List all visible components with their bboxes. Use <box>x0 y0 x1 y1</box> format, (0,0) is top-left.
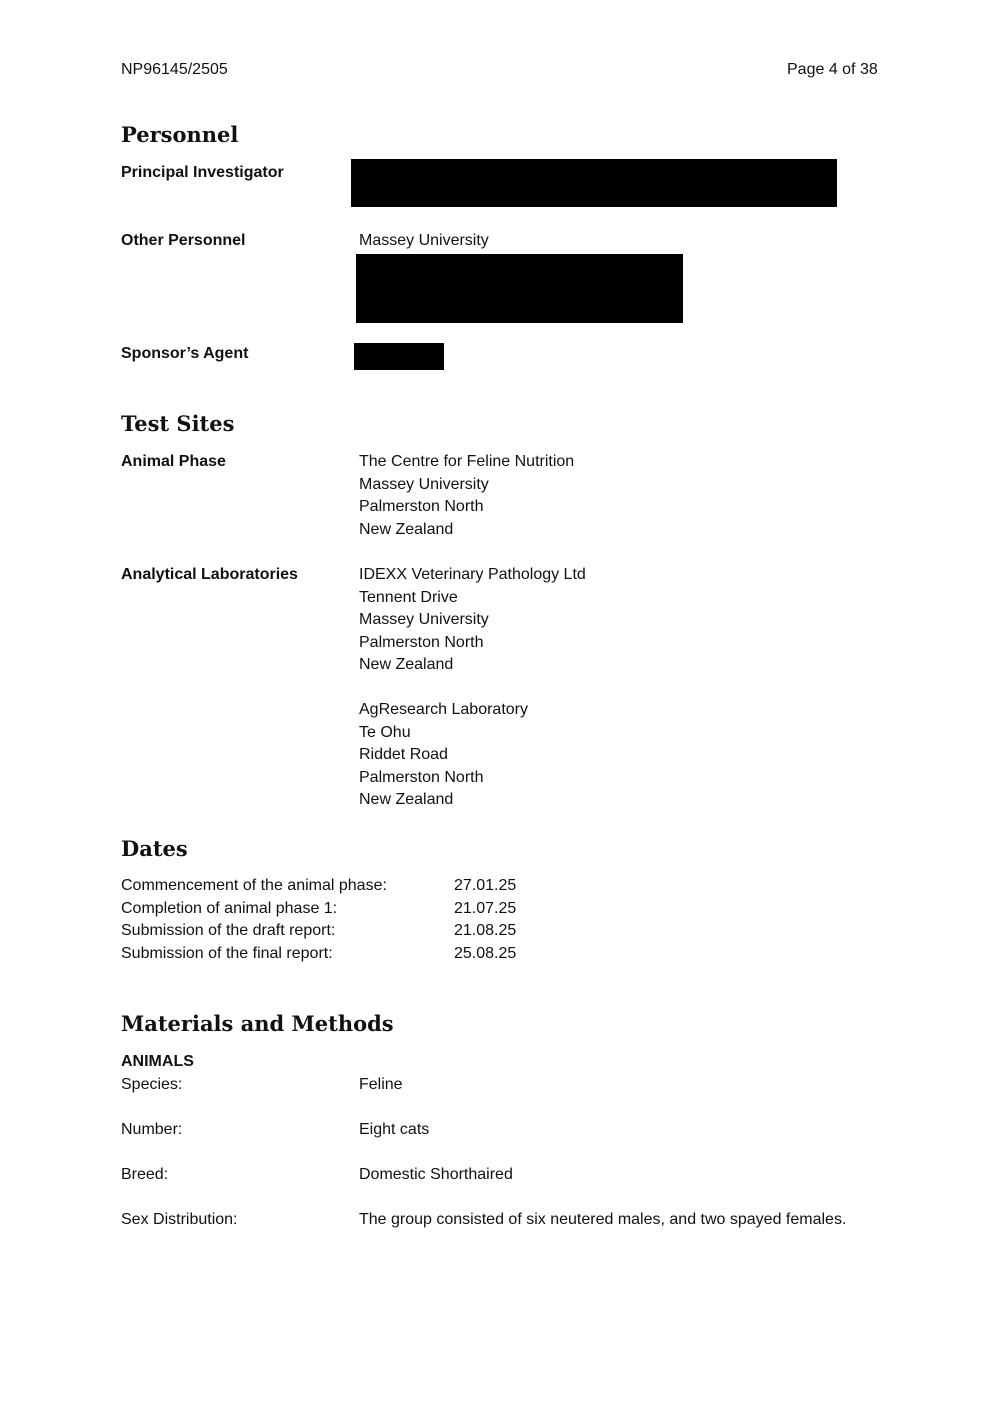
address-line: Massey University <box>359 611 489 628</box>
sponsors-agent-label: Sponsor’s Agent <box>121 345 249 362</box>
breed-label: Breed: <box>121 1166 169 1183</box>
personnel-heading: Personnel <box>121 122 239 147</box>
number-value: Eight cats <box>359 1121 430 1138</box>
address-line: New Zealand <box>359 791 454 808</box>
date-value: 27.01.25 <box>454 877 517 894</box>
address-line: AgResearch Laboratory <box>359 701 528 718</box>
date-label: Commencement of the animal phase: <box>121 877 387 894</box>
date-label: Submission of the final report: <box>121 944 333 962</box>
analytical-laboratories-label: Analytical Laboratories <box>121 566 298 583</box>
date-value: 21.07.25 <box>454 899 517 917</box>
animal-phase-address <box>359 451 574 541</box>
lab-address-2 <box>359 699 528 812</box>
species-label: Species: <box>121 1076 183 1093</box>
materials-methods-heading: Materials and Methods <box>121 1011 394 1036</box>
other-personnel-label: Other Personnel <box>121 232 246 249</box>
animals-subheading: ANIMALS <box>121 1053 194 1070</box>
address-line: Palmerston North <box>359 633 484 651</box>
document-reference: NP96145/2505 <box>121 61 228 78</box>
breed-value: Domestic Shorthaired <box>359 1166 513 1183</box>
test-sites-heading: Test Sites <box>121 411 235 436</box>
address-line: The Centre for Feline Nutrition <box>359 453 575 470</box>
date-label: Completion of animal phase 1: <box>121 899 338 917</box>
date-value: 21.08.25 <box>454 922 517 939</box>
address-line: Massey University <box>359 475 489 493</box>
principal-investigator-label: Principal Investigator <box>121 164 284 181</box>
address-line: Palmerston North <box>359 498 484 515</box>
address-line: IDEXX Veterinary Pathology Ltd <box>359 566 586 583</box>
address-line: Tennent Drive <box>359 588 458 606</box>
number-label: Number: <box>121 1121 183 1138</box>
redaction-block <box>356 254 683 323</box>
page-number: Page 4 of 38 <box>787 61 878 78</box>
animal-phase-label: Animal Phase <box>121 453 226 470</box>
date-label: Submission of the draft report: <box>121 922 336 939</box>
address-line: Te Ohu <box>359 723 411 741</box>
redaction-block <box>351 159 837 207</box>
date-value: 25.08.25 <box>454 944 517 962</box>
address-line: New Zealand <box>359 520 454 538</box>
dates-labels <box>121 875 387 965</box>
redaction-block <box>354 343 444 370</box>
sex-distribution-label: Sex Distribution: <box>121 1211 238 1228</box>
sex-distribution-value: The group consisted of six neutered males, and two spayed females. <box>359 1211 847 1228</box>
lab-address-1 <box>359 564 586 677</box>
species-value: Feline <box>359 1076 403 1093</box>
address-line: Palmerston North <box>359 768 484 786</box>
dates-heading: Dates <box>121 836 188 861</box>
dates-values <box>454 875 516 965</box>
other-personnel-value: Massey University <box>359 232 489 249</box>
address-line: New Zealand <box>359 656 454 673</box>
address-line: Riddet Road <box>359 746 448 763</box>
